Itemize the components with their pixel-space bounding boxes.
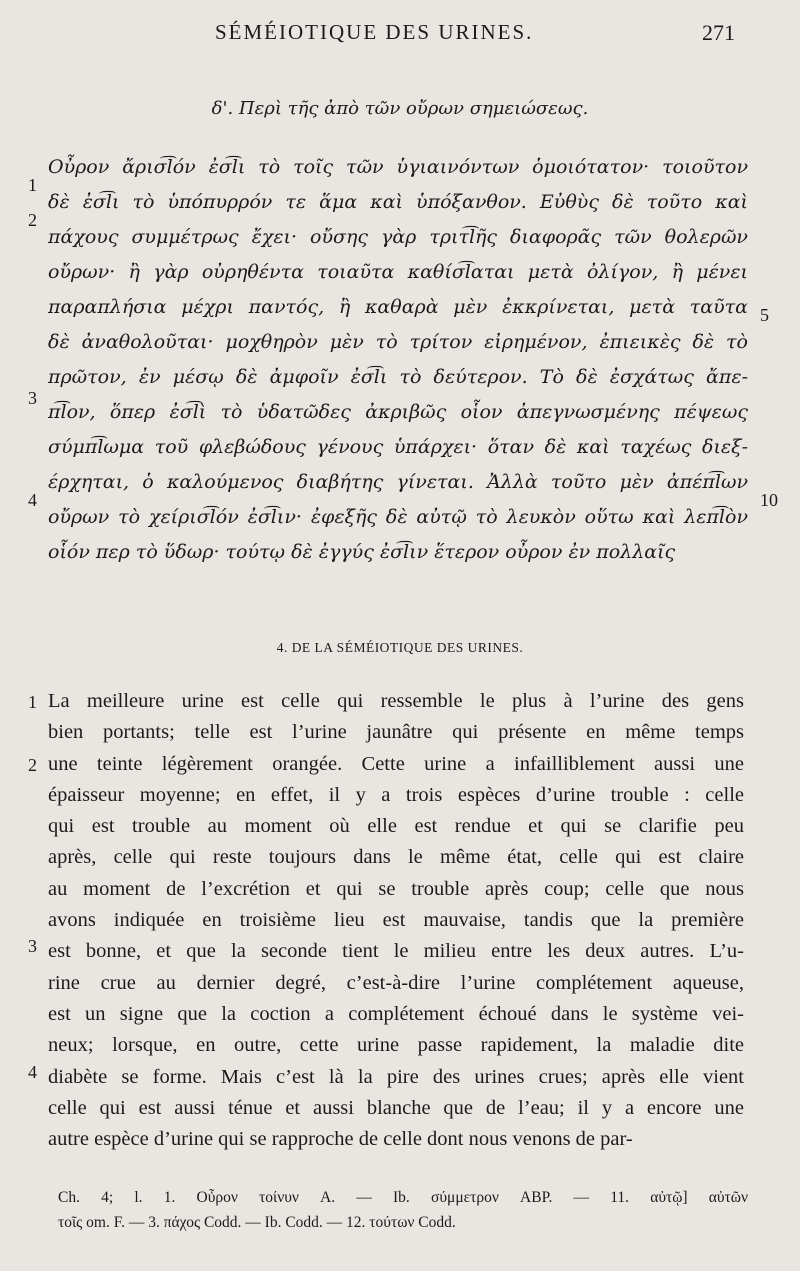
- greek-line: σύμπ͡lωμα τοῦ φλεβώδους γένους ὑπάρχει· ὅταν δὲ καὶ ταχέως διεξ-: [48, 436, 748, 458]
- french-line: au moment de l’excrétion et qui se trouble après coup; celle que nous: [48, 877, 744, 900]
- greek-margin-number: 2: [28, 210, 37, 230]
- french-line: épaisseur moyenne; en effet, il y a trois espèces d’urine trouble : celle: [48, 783, 744, 806]
- greek-margin-number: 3: [28, 388, 37, 408]
- greek-line: Οὖρον ἄρισ͡lόν ἐσ͡lι τὸ τοῖς τῶν ὑγιαινόντων ὁμοιότατον· τοιοῦτον: [48, 156, 748, 178]
- french-line: avons indiquée en troisième lieu est mauvaise, tandis que la première: [48, 909, 744, 932]
- french-section-heading: 4. DE LA SÉMÉIOTIQUE DES URINES.: [276, 640, 524, 655]
- french-line: diabète se forme. Mais c’est là la pire des urines crues; après elle vient: [48, 1065, 744, 1088]
- greek-line: δὲ ἀναθολοῦται· μοχθηρὸν μὲν τὸ τρίτον εἰρημένον, ἐπιεικὲς δὲ τὸ: [48, 331, 748, 353]
- greek-line: δὲ ἐσ͡lι τὸ ὑπόπυρρόν τε ἅμα καὶ ὑπόξανθον. Εὐθὺς δὲ τοῦτο καὶ: [48, 191, 748, 213]
- french-line: neux; lorsque, en outre, cette urine passe rapidement, la maladie dite: [48, 1034, 744, 1057]
- french-line: bien portants; telle est l’urine jaunâtre qui présente en même temps: [48, 721, 744, 744]
- french-margin-number: 1: [28, 692, 37, 712]
- footnote-line: τοῖς om. F. — 3. πάχος Codd. — Ib. Codd. — 12. τούτων Codd.: [58, 1214, 456, 1231]
- greek-line: π͡lον, ὅπερ ἐσ͡lὶ τὸ ὑδατῶδες ἀκριβῶς οἷον ἀπεγνωσμένης πέψεως: [48, 401, 748, 423]
- french-margin-number: 4: [28, 1062, 37, 1082]
- greek-margin-number: 1: [28, 175, 37, 195]
- french-margin-number: 3: [28, 936, 37, 956]
- greek-line: οἷόν περ τὸ ὕδωρ· τούτῳ δὲ ἐγγύς ἐσ͡lιν ἕτερον οὖρον ἐν πολλαῖς: [48, 541, 676, 563]
- greek-line: παραπλήσια μέχρι παντός, ἢ καθαρὰ μὲν ἐκκρίνεται, μετὰ ταῦτα: [48, 296, 748, 318]
- greek-line-number: 10: [760, 490, 778, 510]
- french-line: celle qui est aussi ténue et aussi blanche que de l’eau; il y a encore une: [48, 1096, 744, 1119]
- greek-section-heading: δ'. Περὶ τῆς ἀπὸ τῶν οὔρων σημειώσεως.: [211, 98, 589, 119]
- greek-line: πάχους συμμέτρως ἔχει· οὔσης γὰρ τριτ͡lῆς διαφορᾶς τῶν θολερῶν: [48, 226, 748, 248]
- footnote-line: Ch. 4; l. 1. Οὖρον τοίνυν A. — Ib. σύμμετρον ABP. — 11. αὐτῷ] αὐτῶν: [58, 1189, 748, 1206]
- french-line: après, celle qui reste toujours dans le même état, celle qui est claire: [48, 846, 744, 869]
- running-title: SÉMÉIOTIQUE DES URINES.: [215, 20, 534, 44]
- french-line: une teinte légèrement orangée. Cette urine a infailliblement aussi une: [48, 752, 744, 775]
- french-margin-number: 2: [28, 755, 37, 775]
- greek-line: πρῶτον, ἐν μέσῳ δὲ ἀμφοῖν ἐσ͡lι τὸ δεύτερον. Τὸ δὲ ἐσχάτως ἄπε-: [48, 366, 748, 388]
- greek-line-number: 5: [760, 305, 769, 325]
- french-line: est bonne, et que la seconde tient le milieu entre les deux autres. L’u-: [48, 940, 744, 963]
- french-line: rine crue au dernier degré, c’est-à-dire l’urine complétement aqueuse,: [48, 971, 744, 994]
- french-text: [48, 686, 744, 1155]
- greek-line: οὔρων· ἢ γὰρ οὐρηθέντα τοιαῦτα καθίσ͡lαται μετὰ ὀλίγον, ἢ μένει: [48, 261, 748, 283]
- greek-line: οὔρων τὸ χείρισ͡lόν ἐσ͡lιν· ἐφεξῆς δὲ αὐτῷ τὸ λευκὸν οὕτω καὶ λεπ͡lὸν: [48, 506, 748, 528]
- french-line: La meilleure urine est celle qui ressemble le plus à l’urine des gens: [48, 690, 744, 712]
- greek-line: έρχηται, ὁ καλούμενος διαβήτης γίνεται. Ἀλλὰ τοῦτο μὲν ἀπέπ͡lων: [48, 471, 748, 493]
- french-line: qui est trouble au moment où elle est rendue et qui se clarifie peu: [48, 815, 744, 838]
- page-number: 271: [702, 20, 735, 45]
- footnotes: [58, 1185, 748, 1235]
- greek-text: [48, 150, 748, 570]
- french-line: est un signe que la coction a complétement échoué dans le système vei-: [48, 1002, 744, 1025]
- greek-margin-number: 4: [28, 490, 37, 510]
- page-header: [0, 20, 800, 50]
- french-line: autre espèce d’urine qui se rapproche de celle dont nous venons de par-: [48, 1128, 633, 1151]
